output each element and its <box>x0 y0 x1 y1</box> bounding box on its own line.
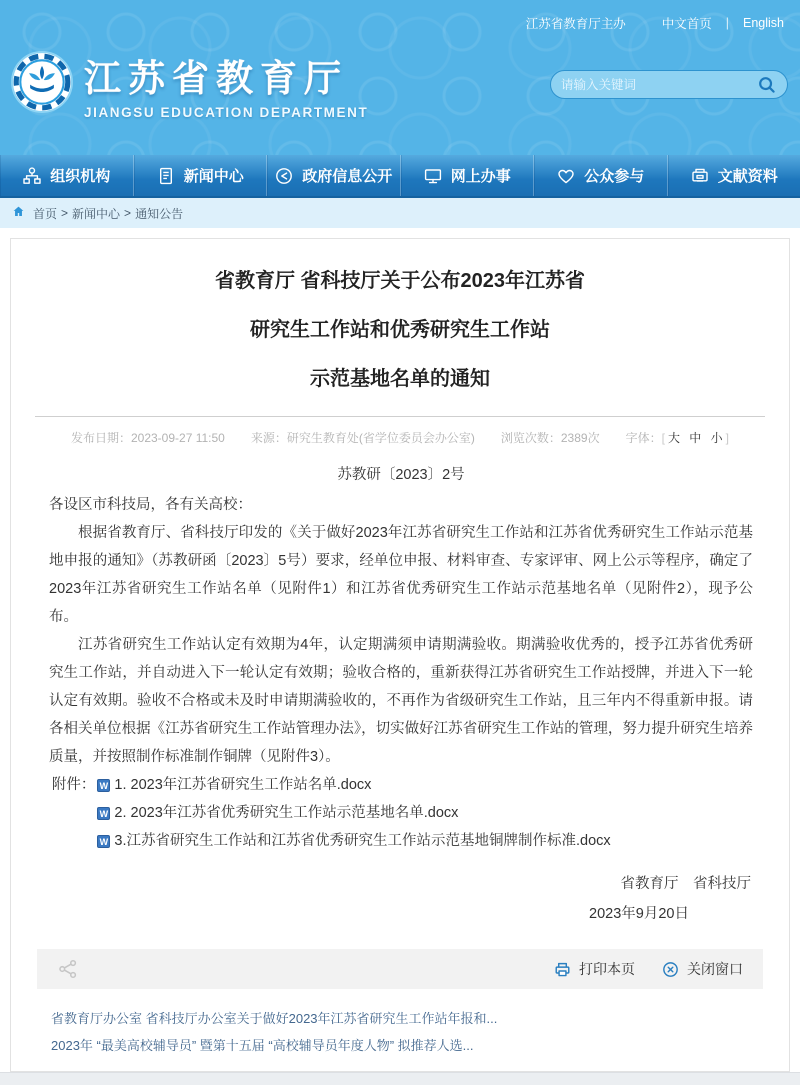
related-link-1[interactable]: 省教育厅办公室 省科技厅办公室关于做好2023年江苏省研究生工作站年报和... <box>51 1005 749 1032</box>
breadcrumb-separator: > <box>61 206 68 220</box>
attachments <box>49 771 753 855</box>
publish-date: 发布日期：2023-09-27 11:50 <box>71 431 225 445</box>
breadcrumb-home[interactable]: 首页 <box>33 205 57 222</box>
print-label: 打印本页 <box>579 959 635 979</box>
topbar <box>526 14 784 32</box>
signing-departments: 省教育厅 省科技厅 <box>11 869 751 899</box>
article-toolbar <box>37 949 763 989</box>
footer-strip <box>0 1072 800 1085</box>
info-disclosure-icon <box>274 166 294 186</box>
share-icon[interactable] <box>57 958 79 980</box>
word-doc-icon: W <box>97 835 110 848</box>
related-link-2[interactable]: 2023年 “最美高校辅导员” 暨第十五届 “高校辅导员年度人物” 拟推荐人选... <box>51 1032 749 1059</box>
document-number: 苏教研〔2023〕2号 <box>49 461 753 489</box>
paragraph: 根据省教育厅、省科技厅印发的《关于做好2023年江苏省研究生工作站和江苏省优秀研究生工作站示范基地申报的通知》（苏教研函〔2023〕5号）要求，经单位申报、材料审查、专家评审、网上公示等程序，确定了2023年江苏省研究生工作站名单（见附件1）和江苏省优秀研究生工作站示范基地名单（见附件2），现予公布。 <box>49 519 753 631</box>
org-chart-icon <box>22 166 42 186</box>
online-service-icon <box>423 166 443 186</box>
title-divider <box>35 416 765 417</box>
related-links <box>11 989 789 1065</box>
nav-label: 新闻中心 <box>184 165 244 186</box>
toolbar-actions <box>553 959 743 979</box>
signature-block <box>11 869 789 929</box>
attachment-row <box>49 799 753 827</box>
heart-icon <box>556 166 576 186</box>
source: 来源：研究生教育处(省学位委员会办公室) <box>251 431 475 445</box>
attachment-link-3[interactable]: 3.江苏省研究生工作站和江苏省优秀研究生工作站示范基地铜牌制作标准.docx <box>114 827 610 855</box>
topbar-english-link[interactable]: English <box>743 16 784 30</box>
nav-item-public-participation[interactable] <box>534 155 668 196</box>
signing-date: 2023年9月20日 <box>11 899 751 929</box>
attachment-row <box>49 827 753 855</box>
search-box <box>550 70 788 99</box>
paragraph: 江苏省研究生工作站认定有效期为4年，认定期满须申请期满验收。期满验收优秀的，授予江苏省优秀研究生工作站，并自动进入下一轮认定有效期；验收合格的，重新获得江苏省研究生工作站授牌，并进入下一轮认定有效期。验收不合格或未及时申请期满验收的，不再作为省级研究生工作站，且三年内不得重新申报。请各相关单位根据《江苏省研究生工作站管理办法》，切实做好江苏省研究生工作站的管理，努力提升研究生培养质量，并按照制作标准制作铜牌（见附件3）。 <box>49 631 753 771</box>
article-title <box>11 239 789 404</box>
article-title-line: 研究生工作站和优秀研究生工作站 <box>11 306 789 355</box>
brand-text <box>84 48 368 120</box>
nav-label: 文献资料 <box>718 165 778 186</box>
nav-item-online-services[interactable] <box>401 155 535 196</box>
breadcrumb <box>0 198 800 228</box>
department-logo <box>10 50 74 119</box>
nav-label: 公众参与 <box>584 165 644 186</box>
nav-item-organization[interactable] <box>0 155 134 196</box>
word-doc-icon: W <box>97 779 110 792</box>
brand <box>10 48 368 120</box>
font-size-large[interactable]: 大 <box>668 431 680 445</box>
view-count: 浏览次数：2389次 <box>501 431 600 445</box>
documents-icon <box>690 166 710 186</box>
search-input[interactable] <box>561 78 757 92</box>
close-label: 关闭窗口 <box>687 959 743 979</box>
breadcrumb-news-center[interactable]: 新闻中心 <box>72 205 120 222</box>
breadcrumb-separator: > <box>124 206 131 220</box>
topbar-home-link[interactable]: 中文首页 <box>662 14 712 32</box>
font-size-small[interactable]: 小 <box>711 431 723 445</box>
topbar-separator: | <box>726 16 729 30</box>
article-title-line: 示范基地名单的通知 <box>11 355 789 404</box>
site-header <box>0 0 800 155</box>
attachment-link-1[interactable]: 1. 2023年江苏省研究生工作站名单.docx <box>114 771 371 799</box>
font-size-control: 字体：[ 大 中 小 ] <box>626 431 729 445</box>
main-area <box>0 228 800 1072</box>
word-doc-icon: W <box>97 807 110 820</box>
nav-label: 政府信息公开 <box>302 165 392 186</box>
topbar-host-label: 江苏省教育厅主办 <box>526 14 626 32</box>
article-body <box>11 461 789 855</box>
site-title: 江苏省教育厅 <box>84 48 368 102</box>
nav-item-gov-info-disclosure[interactable] <box>267 155 401 196</box>
search-icon[interactable] <box>757 75 777 95</box>
nav-item-news-center[interactable] <box>134 155 268 196</box>
close-window-button[interactable] <box>661 959 743 979</box>
main-nav <box>0 155 800 198</box>
print-button[interactable] <box>553 959 635 979</box>
site-subtitle: JIANGSU EDUCATION DEPARTMENT <box>84 105 368 120</box>
news-icon <box>156 166 176 186</box>
article-title-line: 省教育厅 省科技厅关于公布2023年江苏省 <box>11 257 789 306</box>
article-container <box>10 238 790 1072</box>
breadcrumb-notices[interactable]: 通知公告 <box>135 205 183 222</box>
nav-label: 网上办事 <box>451 165 511 186</box>
font-size-medium[interactable]: 中 <box>689 431 701 445</box>
attachment-row <box>49 771 753 799</box>
attachments-label: 附件： <box>49 771 95 799</box>
home-icon <box>12 205 29 221</box>
nav-item-documents[interactable] <box>668 155 800 196</box>
article-meta <box>43 427 758 449</box>
nav-label: 组织机构 <box>50 165 110 186</box>
attachment-link-2[interactable]: 2. 2023年江苏省优秀研究生工作站示范基地名单.docx <box>114 799 458 827</box>
salutation: 各设区市科技局，各有关高校： <box>49 491 753 519</box>
